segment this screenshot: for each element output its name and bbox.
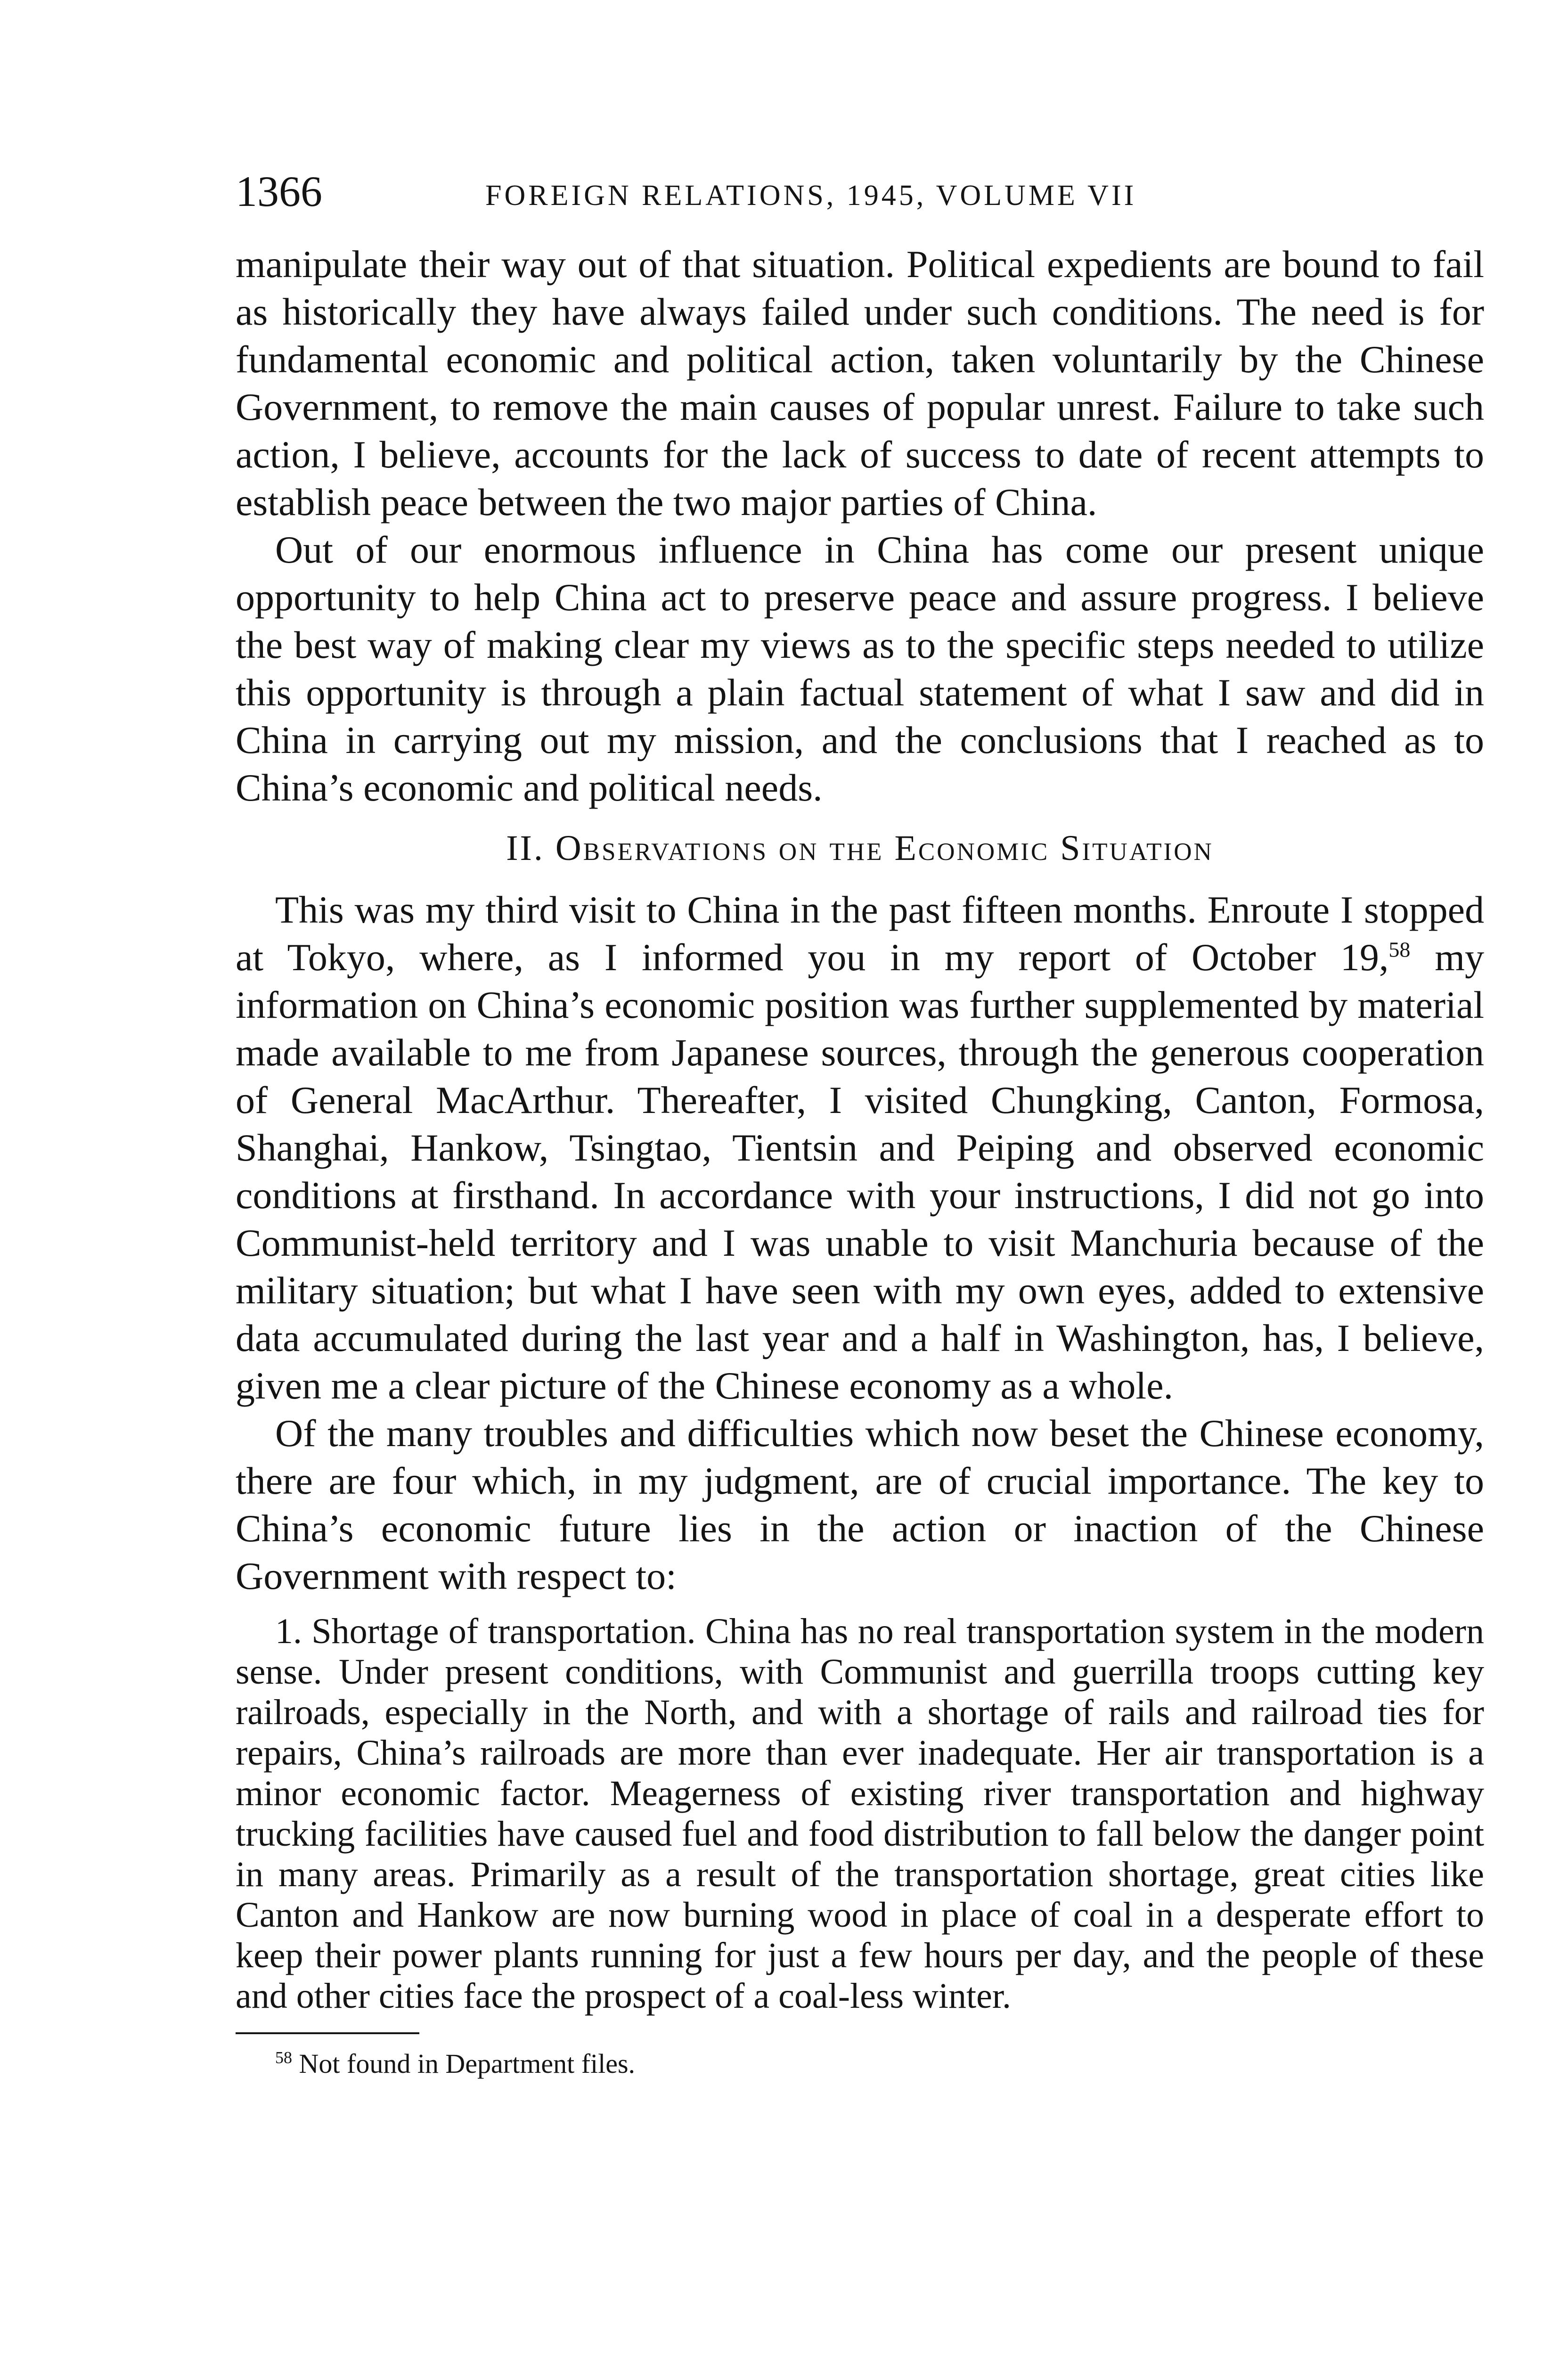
paragraph-opportunity: Out of our enormous influence in China has come our present unique opportunity to help China act to preserve peace and assure progress. I believe the best way of making clear my views as to the specific steps needed to utilize this opportunity is through a plain factual statement of what I saw and did in China in carrying out my mission, and the conclusions that I reached as to China’s economic and political needs. (236, 528, 1484, 809)
paragraph-four-troubles: Of the many troubles and difficulties which now beset the Chinese economy, there are four which, in my judgment, are of crucial importance. The key to China’s economic future lies in the action or inaction of the Chinese Government with respect to: (236, 1412, 1484, 1597)
section-heading: II. Observations on the Economic Situation (506, 828, 1214, 868)
footnote-mark: 58 (275, 2048, 292, 2067)
paragraph-third-visit (236, 886, 1484, 1409)
footnote (236, 2047, 1484, 2080)
footnote-divider (236, 2032, 419, 2034)
footnote-reference: 58 (1388, 937, 1411, 962)
running-head (236, 167, 1484, 240)
document-page (236, 167, 1484, 2080)
paragraph-text-after-ref: my information on China’s economic position was further supplemented by material made available to me from Japanese sources, through the generous cooperation of General MacArthur. Thereafter, I visited Chungking, Canton, Formosa, Shanghai, Hankow, Tsingtao, Tientsin and Peiping and observed economic conditions at firsthand. In accordance with your instructions, I did not go into Communist-held territory and I was unable to visit Manchuria because of the military situation; but what I have seen with my own eyes, added to extensive data accumulated during the last year and a half in Washington, has, I believe, given me a clear picture of the Chinese economy as a whole. (236, 936, 1484, 1407)
paragraph-continuation: manipulate their way out of that situation. Political expedients are bound to fail as historically they have always failed under such conditions. The need is for fundamental economic and political action, taken voluntarily by the Chinese Government, to remove the main causes of popular unrest. Failure to take such action, I believe, accounts for the lack of success to date of recent attempts to establish peace between the two major parties of China. (236, 243, 1484, 524)
running-title: FOREIGN RELATIONS, 1945, VOLUME VII (485, 180, 1137, 212)
paragraph-text-before-ref: This was my third visit to China in the past fifteen months. Enroute I stopped at Tokyo, where, as I informed you in my report of October 19, (236, 888, 1484, 979)
numbered-item-transportation: 1. Shortage of transportation. China has no real transportation system in the modern sense. Under present conditions, with Communist and guerrilla troops cutting key railroads, especially in the North, and with a shortage of rails and railroad ties for repairs, China’s railroads are more than ever inadequate. Her air transportation is a minor economic factor. Meagerness of existing river transportation and highway trucking facilities have caused fuel and food distribution to fall below the danger point in many areas. Primarily as a result of the transportation shortage, great cities like Canton and Hankow are now burning wood in place of coal in a desperate effort to keep their power plants running for just a few hours per day, and the people of these and other cities face the prospect of a coal-less winter. (236, 1612, 1484, 2016)
page-number: 1366 (236, 167, 322, 215)
footnote-text: Not found in Department files. (292, 2048, 636, 2079)
